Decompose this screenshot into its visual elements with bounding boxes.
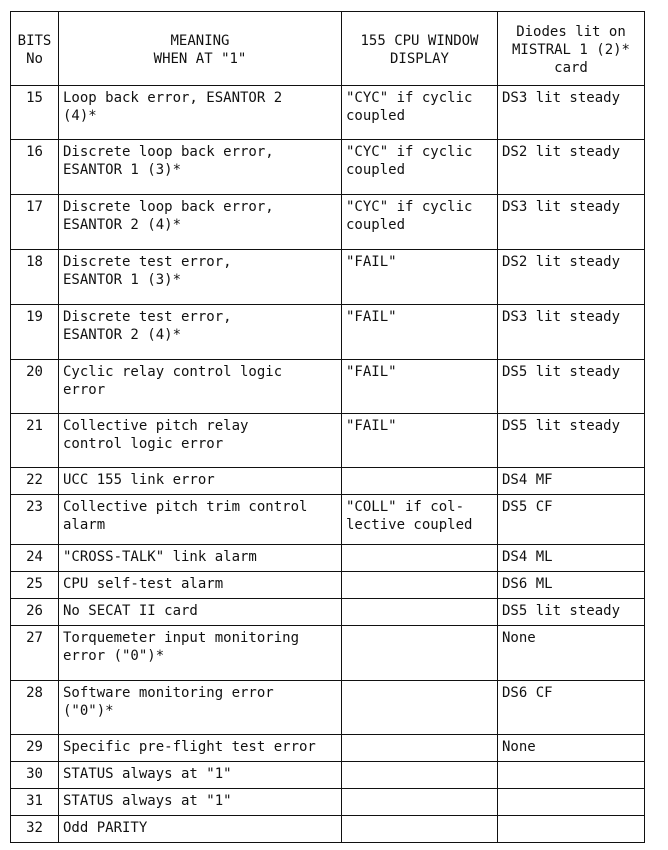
meaning-cell: Discrete loop back error, ESANTOR 2 (4)* [59,195,342,250]
bit-number: 21 [11,414,59,468]
meaning-cell: "CROSS-TALK" link alarm [59,545,342,572]
diodes-cell: None [498,735,645,762]
meaning-cell: Cyclic relay control logic error [59,360,342,414]
cpu-display-cell: "CYC" if cyclic coupled [342,86,498,140]
diodes-cell: DS5 lit steady [498,360,645,414]
bit-number: 29 [11,735,59,762]
bit-number: 32 [11,816,59,843]
bit-number: 16 [11,140,59,195]
diodes-cell: DS3 lit steady [498,86,645,140]
bit-number: 23 [11,495,59,545]
bit-number: 24 [11,545,59,572]
header-diodes: Diodes lit on MISTRAL 1 (2)* card [498,12,645,86]
cpu-display-cell [342,735,498,762]
diodes-cell [498,816,645,843]
cpu-display-cell [342,789,498,816]
cpu-display-cell [342,545,498,572]
table-row [11,626,645,681]
cpu-display-cell [342,816,498,843]
table-row [11,816,645,843]
diodes-cell: DS2 lit steady [498,250,645,305]
bit-number: 30 [11,762,59,789]
bit-number: 15 [11,86,59,140]
diodes-cell: DS2 lit steady [498,140,645,195]
table-row [11,599,645,626]
bit-number: 28 [11,681,59,735]
meaning-cell: Specific pre-flight test error [59,735,342,762]
header-meaning: MEANING WHEN AT "1" [59,12,342,86]
diodes-cell: DS6 CF [498,681,645,735]
bit-number: 31 [11,789,59,816]
table-row [11,789,645,816]
header-bits: BITS No [11,12,59,86]
table-row [11,735,645,762]
bit-number: 25 [11,572,59,599]
cpu-display-cell [342,572,498,599]
meaning-cell: Loop back error, ESANTOR 2 (4)* [59,86,342,140]
diodes-cell [498,762,645,789]
cpu-display-cell: "CYC" if cyclic coupled [342,195,498,250]
cpu-display-cell: "FAIL" [342,360,498,414]
diodes-cell: None [498,626,645,681]
cpu-display-cell: "FAIL" [342,414,498,468]
meaning-cell: Torquemeter input monitoring error ("0")* [59,626,342,681]
cpu-display-cell [342,626,498,681]
table-row [11,572,645,599]
table-row [11,762,645,789]
cpu-display-cell [342,468,498,495]
table-row [11,360,645,414]
diodes-cell: DS5 lit steady [498,414,645,468]
table-row [11,305,645,360]
diodes-cell: DS4 MF [498,468,645,495]
cpu-display-cell: "CYC" if cyclic coupled [342,140,498,195]
table-row [11,545,645,572]
meaning-cell: Software monitoring error ("0")* [59,681,342,735]
bit-number: 27 [11,626,59,681]
table-row [11,468,645,495]
diodes-cell: DS5 CF [498,495,645,545]
diodes-cell: DS4 ML [498,545,645,572]
bit-number: 19 [11,305,59,360]
diodes-cell: DS3 lit steady [498,195,645,250]
meaning-cell: No SECAT II card [59,599,342,626]
meaning-cell: STATUS always at "1" [59,762,342,789]
table-row [11,140,645,195]
table-row [11,195,645,250]
cpu-display-cell: "FAIL" [342,305,498,360]
bit-number: 20 [11,360,59,414]
bit-number: 17 [11,195,59,250]
bits-table [10,11,645,843]
cpu-display-cell: "COLL" if col- lective coupled [342,495,498,545]
meaning-cell: Discrete test error, ESANTOR 1 (3)* [59,250,342,305]
table-row [11,414,645,468]
meaning-cell: Collective pitch relay control logic error [59,414,342,468]
meaning-cell: Odd PARITY [59,816,342,843]
diodes-cell: DS3 lit steady [498,305,645,360]
meaning-cell: STATUS always at "1" [59,789,342,816]
meaning-cell: UCC 155 link error [59,468,342,495]
bit-number: 26 [11,599,59,626]
meaning-cell: Discrete loop back error, ESANTOR 1 (3)* [59,140,342,195]
cpu-display-cell [342,681,498,735]
table-row [11,86,645,140]
cpu-display-cell [342,599,498,626]
meaning-cell: CPU self-test alarm [59,572,342,599]
meaning-cell: Discrete test error, ESANTOR 2 (4)* [59,305,342,360]
meaning-cell: Collective pitch trim control alarm [59,495,342,545]
table-row [11,495,645,545]
table-row [11,250,645,305]
header-row [11,12,645,86]
header-cpu-display: 155 CPU WINDOW DISPLAY [342,12,498,86]
cpu-display-cell: "FAIL" [342,250,498,305]
diodes-cell: DS6 ML [498,572,645,599]
cpu-display-cell [342,762,498,789]
diodes-cell: DS5 lit steady [498,599,645,626]
bit-number: 22 [11,468,59,495]
bit-number: 18 [11,250,59,305]
diodes-cell [498,789,645,816]
table-row [11,681,645,735]
